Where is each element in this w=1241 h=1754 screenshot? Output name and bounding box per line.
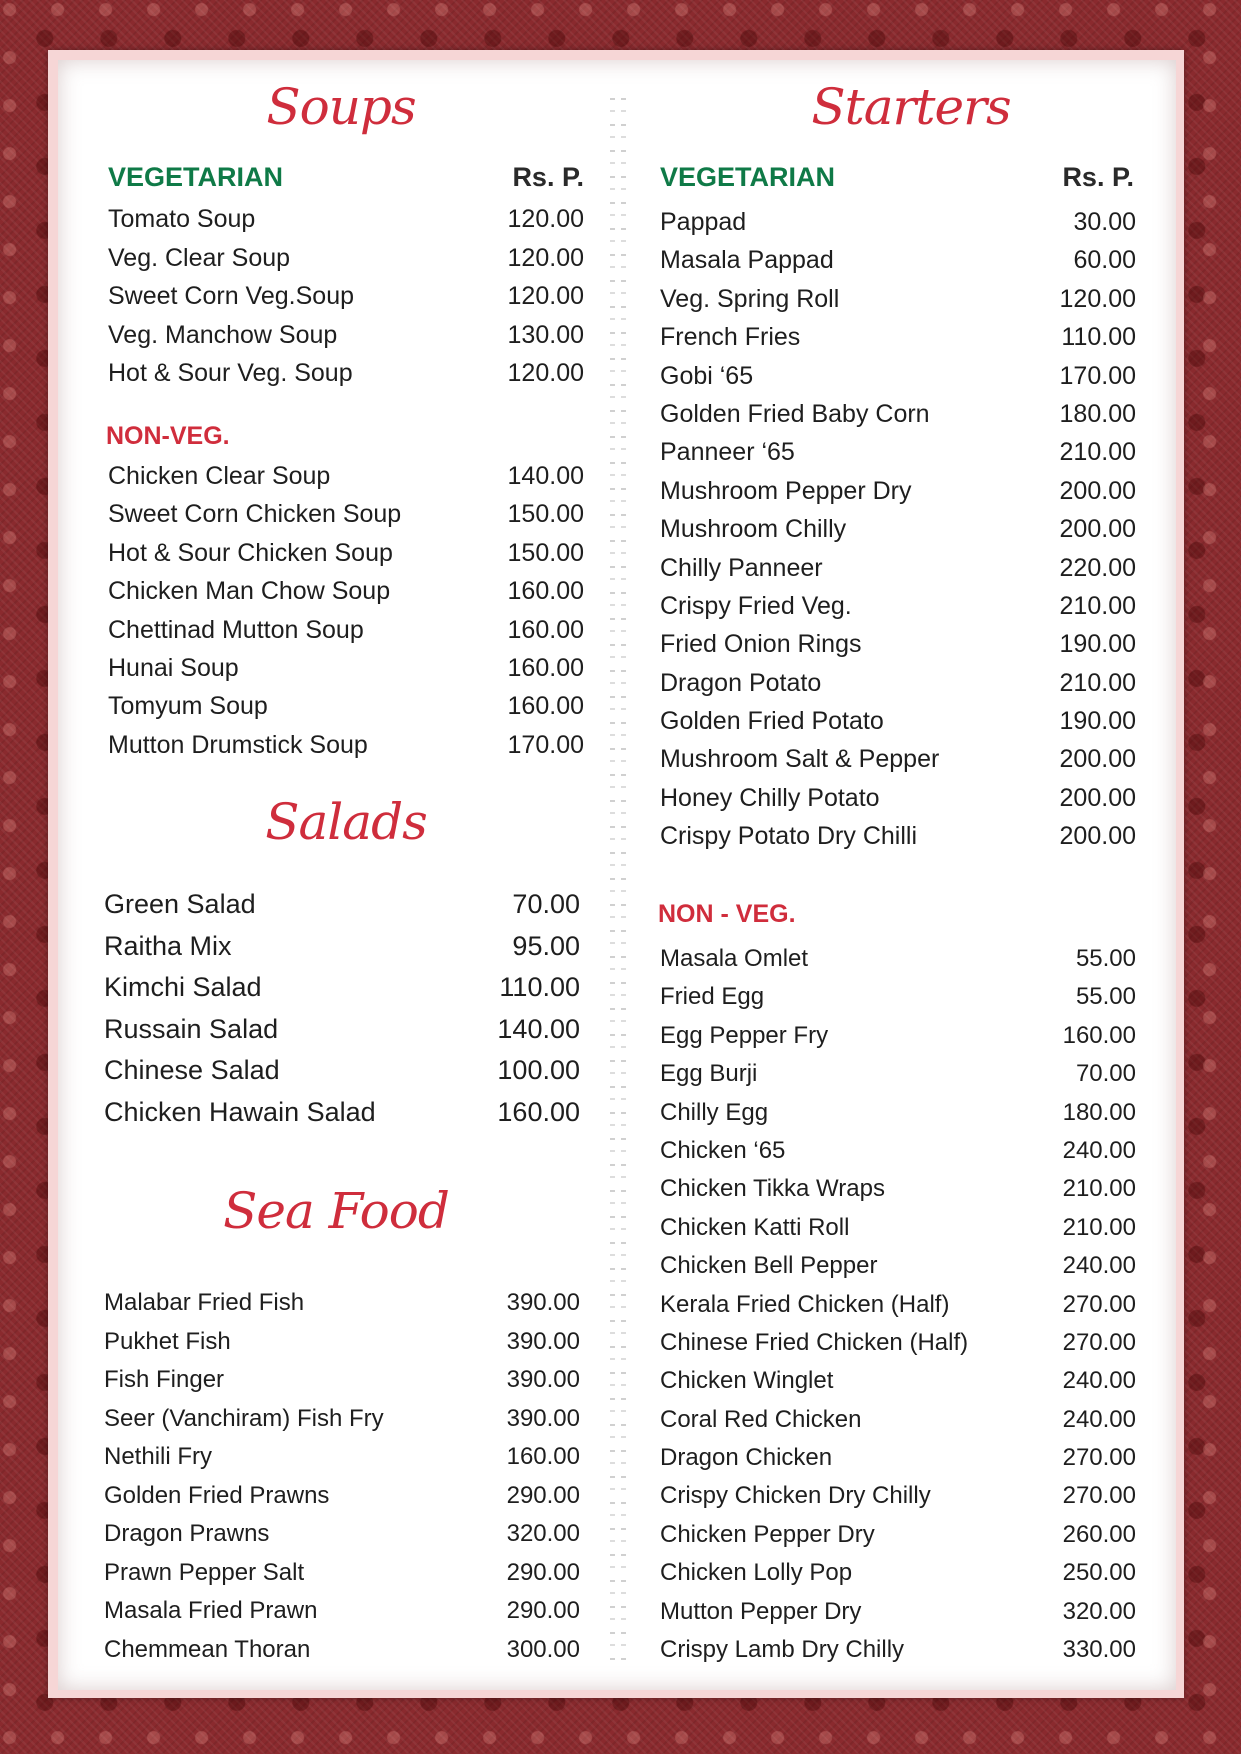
menu-item xyxy=(660,1636,1136,1674)
soups-title: Soups xyxy=(266,78,416,136)
menu-item-price: 110.00 xyxy=(1061,323,1136,352)
menu-item-name: Mutton Drumstick Soup xyxy=(108,730,368,759)
menu-item-name: Malabar Fried Fish xyxy=(104,1289,305,1316)
menu-item xyxy=(660,400,1136,438)
starters-veg-list xyxy=(660,208,1136,861)
menu-item xyxy=(104,1559,580,1598)
column-divider-ornament xyxy=(606,92,630,1662)
menu-item-name: Egg Burji xyxy=(660,1060,758,1088)
menu-item-price: 190.00 xyxy=(1059,707,1136,736)
menu-item xyxy=(108,462,584,500)
menu-item-price: 120.00 xyxy=(507,243,584,272)
menu-item-price: 160.00 xyxy=(507,577,584,606)
menu-item xyxy=(660,1291,1136,1329)
menu-item-name: Fried Egg xyxy=(660,983,765,1011)
menu-item-name: Masala Pappad xyxy=(660,246,834,275)
salads-list xyxy=(104,889,580,1139)
menu-item-name: Chicken Tikka Wraps xyxy=(660,1175,885,1203)
menu-item-name: Panneer ‘65 xyxy=(660,438,795,467)
menu-item xyxy=(104,1636,580,1675)
menu-item-name: French Fries xyxy=(660,323,801,352)
menu-item xyxy=(660,707,1136,745)
menu-item xyxy=(660,1444,1136,1482)
menu-item xyxy=(660,822,1136,860)
menu-item-name: Chicken Clear Soup xyxy=(108,462,331,490)
menu-item-name: Chilly Panneer xyxy=(660,553,823,582)
seafood-list xyxy=(104,1289,580,1674)
menu-item-name: Dragon Prawns xyxy=(104,1520,270,1547)
menu-item-price: 170.00 xyxy=(1059,361,1136,390)
menu-item-price: 270.00 xyxy=(1062,1290,1136,1318)
menu-item-name: Crispy Potato Dry Chilli xyxy=(660,822,918,851)
menu-item-name: Fried Onion Rings xyxy=(660,630,862,659)
menu-item-price: 95.00 xyxy=(512,930,580,961)
menu-item xyxy=(660,1598,1136,1636)
menu-item-price: 390.00 xyxy=(506,1366,580,1393)
menu-item-price: 320.00 xyxy=(506,1520,580,1547)
menu-item-price: 210.00 xyxy=(1059,438,1136,467)
menu-item-name: Mushroom Salt & Pepper xyxy=(660,745,940,774)
menu-item-price: 240.00 xyxy=(1062,1405,1136,1433)
menu-item-price: 70.00 xyxy=(1075,1060,1136,1088)
menu-item xyxy=(108,321,584,360)
soups-veg-heading: VEGETARIAN xyxy=(108,162,284,192)
menu-item-price: 200.00 xyxy=(1059,783,1136,812)
menu-item-name: Golden Fried Prawns xyxy=(104,1481,330,1509)
menu-item-name: Chicken Bell Pepper xyxy=(660,1252,878,1280)
starters-veg-heading: VEGETARIAN xyxy=(660,162,836,192)
menu-item xyxy=(104,1328,580,1367)
menu-item xyxy=(104,1055,580,1097)
menu-item-price: 120.00 xyxy=(1059,284,1136,313)
menu-item xyxy=(660,1521,1136,1559)
menu-item xyxy=(660,1099,1136,1137)
menu-item-name: Crispy Fried Veg. xyxy=(660,591,852,620)
menu-item-name: Pappad xyxy=(660,208,747,236)
menu-item-name: Masala Fried Prawn xyxy=(104,1597,318,1624)
menu-item xyxy=(660,1482,1136,1520)
menu-item-name: Sweet Corn Veg.Soup xyxy=(108,282,354,310)
salads-title: Salads xyxy=(265,793,427,851)
soups-nonveg-heading: NON-VEG. xyxy=(106,422,230,450)
menu-item-price: 390.00 xyxy=(506,1404,580,1432)
menu-item-name: Chicken Winglet xyxy=(660,1367,834,1395)
menu-item-name: Green Salad xyxy=(104,889,256,919)
menu-item-price: 30.00 xyxy=(1073,208,1136,236)
menu-item-price: 160.00 xyxy=(497,1096,580,1127)
menu-item-price: 55.00 xyxy=(1075,983,1136,1011)
menu-item-price: 200.00 xyxy=(1059,745,1136,774)
menu-item-price: 210.00 xyxy=(1062,1213,1136,1241)
menu-item xyxy=(660,1252,1136,1290)
menu-item xyxy=(104,972,580,1014)
menu-item xyxy=(660,1214,1136,1252)
menu-item-price: 260.00 xyxy=(1062,1520,1136,1548)
menu-item-name: Chicken Pepper Dry xyxy=(660,1520,875,1548)
menu-item-name: Crispy Lamb Dry Chilly xyxy=(660,1636,905,1664)
menu-item xyxy=(660,1060,1136,1098)
menu-item-price: 270.00 xyxy=(1062,1482,1136,1510)
menu-item-price: 200.00 xyxy=(1059,822,1136,851)
menu-item xyxy=(660,669,1136,707)
menu-item-price: 240.00 xyxy=(1062,1367,1136,1395)
menu-item xyxy=(108,205,584,244)
menu-item xyxy=(660,592,1136,630)
menu-item-price: 210.00 xyxy=(1059,668,1136,697)
menu-item xyxy=(660,323,1136,361)
menu-item xyxy=(108,244,584,283)
menu-item-name: Mushroom Chilly xyxy=(660,515,847,544)
menu-item-price: 120.00 xyxy=(507,205,584,233)
menu-item-name: Kimchi Salad xyxy=(104,972,262,1003)
menu-item-name: Hot & Sour Chicken Soup xyxy=(108,538,393,567)
menu-item-price: 200.00 xyxy=(1059,476,1136,505)
menu-item-price: 390.00 xyxy=(506,1327,580,1355)
menu-item-name: Mushroom Pepper Dry xyxy=(660,476,912,505)
menu-item-name: Coral Red Chicken xyxy=(660,1405,862,1433)
menu-item-name: Egg Pepper Fry xyxy=(660,1021,829,1049)
menu-item-price: 290.00 xyxy=(506,1481,580,1509)
menu-item-price: 270.00 xyxy=(1062,1444,1136,1472)
menu-item-name: Kerala Fried Chicken (Half) xyxy=(660,1290,950,1318)
menu-item-name: Chettinad Mutton Soup xyxy=(108,615,364,644)
menu-item-price: 110.00 xyxy=(499,972,580,1003)
menu-item-name: Chicken Lolly Pop xyxy=(660,1559,853,1587)
menu-item-name: Veg. Manchow Soup xyxy=(108,320,338,349)
menu-item-name: Mutton Pepper Dry xyxy=(660,1597,862,1625)
menu-item xyxy=(660,1559,1136,1597)
menu-item xyxy=(104,1289,580,1328)
menu-item xyxy=(660,1367,1136,1405)
menu-item xyxy=(108,654,584,692)
menu-item-price: 160.00 xyxy=(507,692,584,721)
menu-item xyxy=(660,554,1136,592)
menu-item-name: Pukhet Fish xyxy=(104,1327,231,1355)
menu-item-name: Gobi ‘65 xyxy=(660,361,754,390)
menu-item-price: 210.00 xyxy=(1059,591,1136,620)
menu-item xyxy=(108,359,584,398)
menu-item xyxy=(660,945,1136,983)
menu-item-name: Chicken Katti Roll xyxy=(660,1213,850,1241)
seafood-title: Sea Food xyxy=(223,1182,449,1240)
menu-item xyxy=(660,1329,1136,1367)
menu-item-price: 160.00 xyxy=(507,615,584,644)
menu-item xyxy=(660,745,1136,783)
menu-item xyxy=(660,1175,1136,1213)
menu-item xyxy=(104,1520,580,1559)
menu-item-price: 180.00 xyxy=(1059,399,1136,428)
menu-item-name: Chemmean Thoran xyxy=(104,1635,311,1663)
menu-item-price: 330.00 xyxy=(1062,1636,1136,1664)
menu-item-price: 240.00 xyxy=(1062,1252,1136,1280)
menu-item xyxy=(104,1097,580,1139)
menu-item-name: Chicken ‘65 xyxy=(660,1136,786,1164)
menu-item-name: Masala Omlet xyxy=(660,945,809,972)
menu-item xyxy=(660,285,1136,323)
menu-item-name: Tomyum Soup xyxy=(108,692,268,721)
menu-item xyxy=(660,983,1136,1021)
menu-item-name: Veg. Spring Roll xyxy=(660,284,840,313)
menu-item-price: 250.00 xyxy=(1062,1559,1136,1587)
menu-item xyxy=(108,692,584,730)
menu-item xyxy=(104,1443,580,1482)
menu-item-name: Tomato Soup xyxy=(108,205,256,233)
menu-item xyxy=(104,1014,580,1056)
menu-item-name: Fish Finger xyxy=(104,1366,225,1393)
menu-item xyxy=(108,500,584,538)
menu-item-name: Chicken Hawain Salad xyxy=(104,1096,376,1127)
menu-item xyxy=(108,282,584,321)
menu-item-price: 270.00 xyxy=(1062,1328,1136,1356)
menu-item xyxy=(660,784,1136,822)
soups-veg-list xyxy=(108,205,584,398)
menu-item-name: Chicken Man Chow Soup xyxy=(108,577,391,606)
menu-item xyxy=(104,889,580,931)
menu-item xyxy=(660,362,1136,400)
menu-item-price: 220.00 xyxy=(1059,553,1136,582)
menu-item-name: Seer (Vanchiram) Fish Fry xyxy=(104,1404,384,1432)
soups-nonveg-list xyxy=(108,462,584,769)
menu-item-name: Honey Chilly Potato xyxy=(660,783,880,812)
menu-item-price: 160.00 xyxy=(507,653,584,682)
menu-item-price: 200.00 xyxy=(1059,515,1136,544)
menu-item-price: 150.00 xyxy=(507,500,584,529)
menu-item xyxy=(660,208,1136,246)
menu-item-name: Sweet Corn Chicken Soup xyxy=(108,500,402,529)
menu-item-price: 320.00 xyxy=(1062,1597,1136,1625)
menu-item xyxy=(660,477,1136,515)
menu-item-price: 300.00 xyxy=(506,1635,580,1663)
starters-title: Starters xyxy=(811,78,1011,136)
menu-item-price: 160.00 xyxy=(1062,1021,1136,1049)
menu-item xyxy=(660,1406,1136,1444)
menu-item-price: 180.00 xyxy=(1062,1098,1136,1126)
menu-item-name: Raitha Mix xyxy=(104,930,232,961)
menu-item-price: 390.00 xyxy=(506,1289,580,1316)
menu-item-name: Veg. Clear Soup xyxy=(108,243,291,272)
menu-item xyxy=(108,577,584,615)
menu-item-name: Russain Salad xyxy=(104,1013,279,1044)
menu-item xyxy=(104,931,580,973)
starters-price-heading: Rs. P. xyxy=(1062,162,1134,192)
menu-item xyxy=(104,1366,580,1405)
menu-item-price: 150.00 xyxy=(507,538,584,567)
menu-item-name: Hunai Soup xyxy=(108,653,239,682)
menu-item-price: 170.00 xyxy=(507,730,584,759)
menu-item xyxy=(108,731,584,769)
menu-item-name: Crispy Chicken Dry Chilly xyxy=(660,1482,931,1510)
menu-item xyxy=(660,246,1136,284)
menu-item-price: 130.00 xyxy=(507,320,584,349)
menu-item-price: 70.00 xyxy=(512,889,580,919)
menu-item-name: Golden Fried Potato xyxy=(660,707,884,736)
menu-item-price: 160.00 xyxy=(506,1443,580,1470)
starters-nonveg-list xyxy=(660,945,1136,1674)
menu-item-name: Hot & Sour Veg. Soup xyxy=(108,359,353,387)
menu-item-price: 60.00 xyxy=(1073,246,1136,275)
menu-item xyxy=(660,630,1136,668)
menu-item xyxy=(660,1137,1136,1175)
menu-item-price: 240.00 xyxy=(1062,1136,1136,1164)
menu-item-price: 120.00 xyxy=(507,282,584,310)
menu-item xyxy=(104,1597,580,1636)
menu-item-name: Dragon Chicken xyxy=(660,1444,833,1472)
menu-item xyxy=(108,616,584,654)
menu-item-name: Chinese Fried Chicken (Half) xyxy=(660,1328,969,1356)
soups-price-heading: Rs. P. xyxy=(512,162,584,192)
menu-item-price: 210.00 xyxy=(1062,1175,1136,1203)
menu-item-name: Chinese Salad xyxy=(104,1055,280,1086)
menu-item-price: 120.00 xyxy=(507,359,584,387)
menu-item xyxy=(660,515,1136,553)
menu-item-price: 290.00 xyxy=(506,1597,580,1624)
menu-item-name: Prawn Pepper Salt xyxy=(104,1558,305,1586)
menu-item-name: Nethili Fry xyxy=(104,1443,213,1470)
menu-item-price: 190.00 xyxy=(1059,630,1136,659)
menu-item-price: 140.00 xyxy=(497,1013,580,1044)
menu-item-price: 290.00 xyxy=(506,1558,580,1586)
menu-item xyxy=(104,1482,580,1521)
menu-item xyxy=(104,1405,580,1444)
menu-item xyxy=(108,539,584,577)
starters-nonveg-heading: NON - VEG. xyxy=(658,900,796,928)
menu-item-price: 140.00 xyxy=(507,462,584,490)
menu-item-name: Dragon Potato xyxy=(660,668,822,697)
menu-item-price: 100.00 xyxy=(497,1055,580,1086)
menu-item-name: Golden Fried Baby Corn xyxy=(660,399,930,428)
menu-item xyxy=(660,438,1136,476)
menu-item-name: Chilly Egg xyxy=(660,1098,769,1126)
menu-item xyxy=(660,1022,1136,1060)
menu-item-price: 55.00 xyxy=(1075,945,1136,972)
